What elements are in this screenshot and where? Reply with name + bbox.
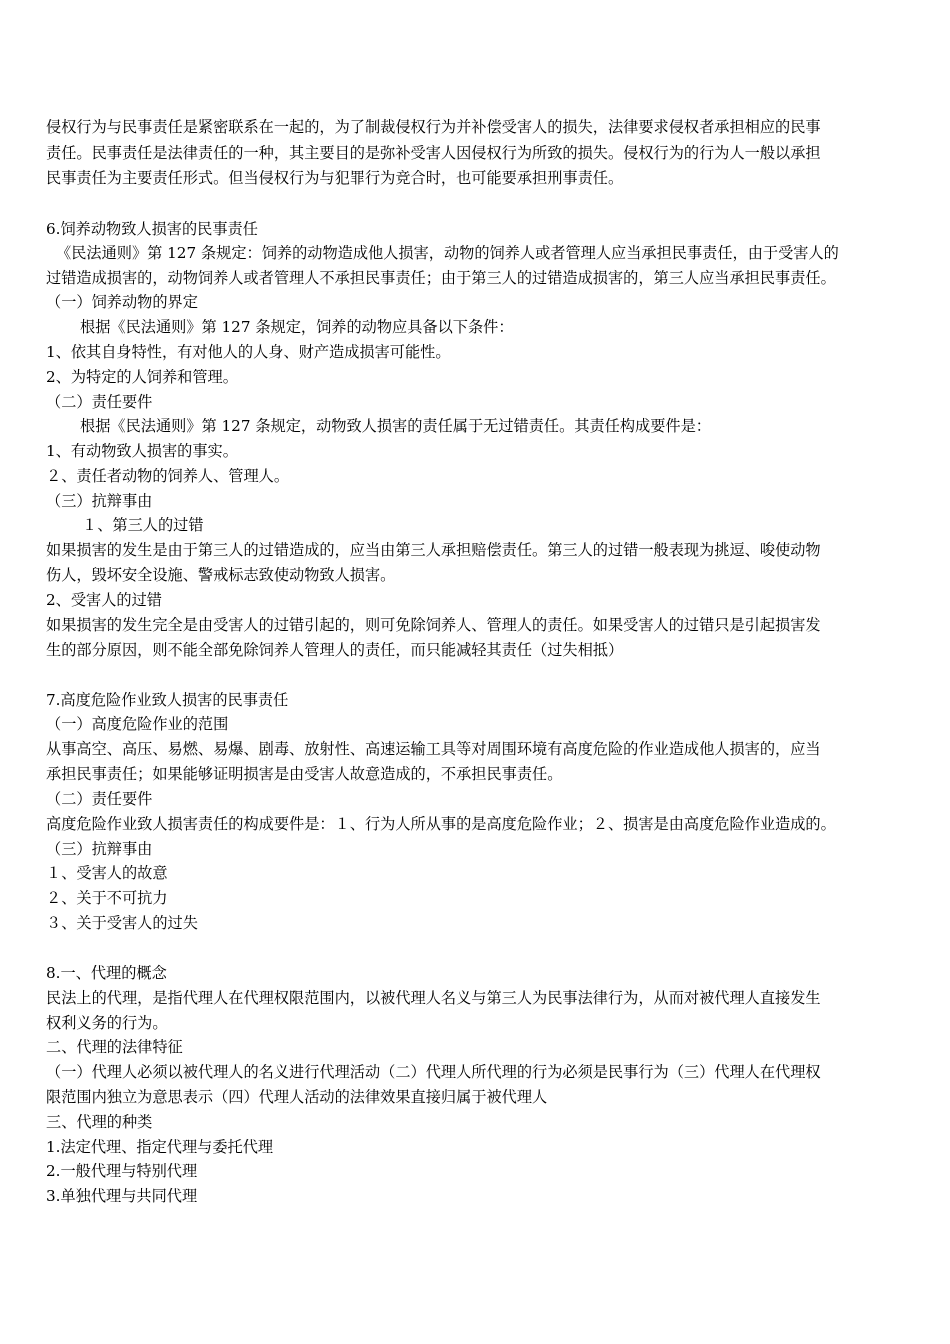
paragraph-line: 侵权行为与民事责任是紧密联系在一起的，为了制裁侵权行为并补偿受害人的损失，法律要求侵权者承担相应的民事 [46,118,821,136]
paragraph-line: 权利义务的行为。 [46,1014,168,1032]
paragraph-line: 从事高空、高压、易燃、易爆、剧毒、放射性、高速运输工具等对周围环境有高度危险的作业造成他人损害的，应当 [46,740,821,758]
list-item: 2、为特定的人饲养和管理。 [46,368,238,386]
list-item: ２、关于不可抗力 [46,889,168,907]
subsection-heading: （三）抗辩事由 [46,492,153,510]
section-heading: 7.高度危险作业致人损害的民事责任 [46,691,289,709]
subsection-heading: 二、代理的法律特征 [46,1038,183,1056]
subsection-heading: （三）抗辩事由 [46,840,153,858]
list-item: １、第三人的过错 [82,516,204,534]
paragraph-line: 生的部分原因，则不能全部免除饲养人管理人的责任，而只能减轻其责任（过失相抵） [46,641,624,659]
paragraph-line: 限范围内独立为意思表示（四）代理人活动的法律效果直接归属于被代理人 [46,1088,548,1106]
list-item: １、受害人的故意 [46,864,168,882]
section-heading: 8.一、代理的概念 [46,964,167,982]
subsection-heading: （二）责任要件 [46,393,153,411]
subsection-heading: （一）饲养动物的界定 [46,293,198,311]
subsection-heading: （二）责任要件 [46,790,153,808]
list-item: 1、有动物致人损害的事实。 [46,442,238,460]
list-item: ２、责任者动物的饲养人、管理人。 [46,467,289,485]
paragraph-line: 民事责任为主要责任形式。但当侵权行为与犯罪行为竞合时，也可能要承担刑事责任。 [46,169,624,187]
paragraph-line: 过错造成损害的，动物饲养人或者管理人不承担民事责任；由于第三人的过错造成损害的，第三人应当承担民事责任。 [46,269,836,287]
list-item: 2.一般代理与特别代理 [46,1162,198,1180]
list-item: 3.单独代理与共同代理 [46,1187,198,1205]
paragraph-line: 责任。民事责任是法律责任的一种，其主要目的是弥补受害人因侵权行为所致的损失。侵权行为的行为人一般以承担 [46,144,821,162]
paragraph-line: 高度危险作业致人损害责任的构成要件是：１、行为人所从事的是高度危险作业；２、损害是由高度危险作业造成的。 [46,815,836,833]
subsection-heading: （一）高度危险作业的范围 [46,715,229,733]
list-item: 2、受害人的过错 [46,591,162,609]
subsection-heading: 三、代理的种类 [46,1113,153,1131]
paragraph-line: （一）代理人必须以被代理人的名义进行代理活动（二）代理人所代理的行为必须是民事行为（三）代理人在代理权 [46,1063,821,1081]
paragraph-line: 根据《民法通则》第 127 条规定，动物致人损害的责任属于无过错责任。其责任构成要件是： [80,417,711,435]
paragraph-line: 如果损害的发生是由于第三人的过错造成的，应当由第三人承担赔偿责任。第三人的过错一般表现为挑逗、唆使动物 [46,541,821,559]
paragraph-line: 承担民事责任；如果能够证明损害是由受害人故意造成的，不承担民事责任。 [46,765,563,783]
list-item: ３、关于受害人的过失 [46,914,198,932]
paragraph-line: 根据《民法通则》第 127 条规定，饲养的动物应具备以下条件： [80,318,514,336]
paragraph-line: 伤人，毁坏安全设施、警戒标志致使动物致人损害。 [46,566,396,584]
list-item: 1.法定代理、指定代理与委托代理 [46,1138,274,1156]
paragraph-line: 民法上的代理，是指代理人在代理权限范围内，以被代理人名义与第三人为民事法律行为，从而对被代理人直接发生 [46,989,821,1007]
list-item: 1、依其自身特性，有对他人的人身、财产造成损害可能性。 [46,343,451,361]
paragraph-line: 如果损害的发生完全是由受害人的过错引起的，则可免除饲养人、管理人的责任。如果受害人的过错只是引起损害发 [46,616,821,634]
paragraph-line: 《民法通则》第 127 条规定：饲养的动物造成他人损害，动物的饲养人或者管理人应当承担民事责任，由于受害人的 [56,244,839,262]
section-heading: 6.饲养动物致人损害的民事责任 [46,220,258,238]
